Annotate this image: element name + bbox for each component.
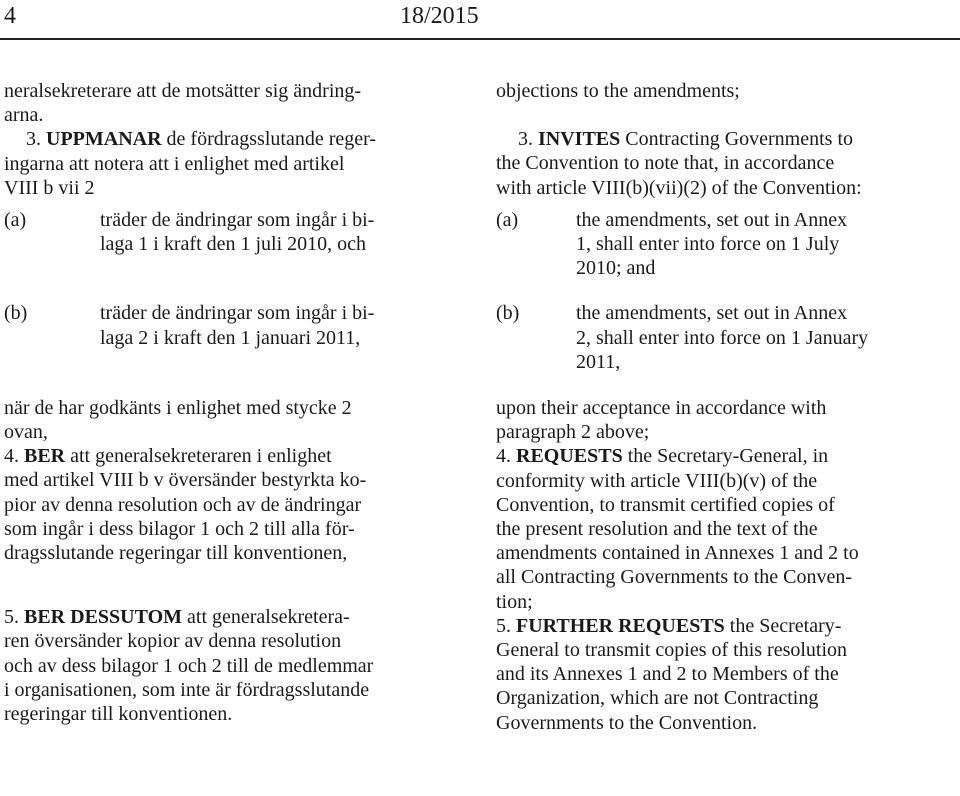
sv-after-items: när de har godkänts i enlighet med stycke 2 ovan, bbox=[4, 396, 352, 444]
en-item-a: (a) the amendments, set out in Annex 1, shall enter into force on 1 July 2010; and bbox=[496, 208, 848, 280]
sv-paragraph-4: 4. BER att generalsekreteraren i enlighet med artikel VIII b v översänder bestyrkta ko- pior av denna resolution och av de ändringar som ingår i dess bilagor 1 och 2 till alla för- dragsslutande regeringar till konventionen, bbox=[4, 445, 367, 565]
issue-number: 18/2015 bbox=[400, 3, 479, 29]
en-p5-number: 5. bbox=[496, 614, 511, 637]
sv-item-a: (a) träder de ändringar som ingår i bi- laga 1 i kraft den 1 juli 2010, och bbox=[4, 209, 375, 256]
en-item-b: (b) the amendments, set out in Annex 2, shall enter into force on 1 January 2011, bbox=[496, 302, 869, 373]
en-paragraph-5: 5. FURTHER REQUESTS the Secretary- General to transmit copies of this resolution and its Annexes 1 and 2 to Members of the Organization, which are not Contracting Governments to the Convention. bbox=[496, 614, 848, 734]
page-number: 4 bbox=[4, 3, 16, 29]
en-item-a-label: (a) bbox=[496, 208, 519, 231]
sv-p4-number: 4. bbox=[4, 445, 19, 468]
en-paragraph-4: 4. REQUESTS the Secretary-General, in conformity with article VIII(b)(v) of the Convention, to transmit certified copies of the present resolution and the text of the amendments contained in Annexes 1 and 2 to all Contracting Governments to the Conven- tion; bbox=[496, 445, 859, 613]
sv-item-a-label: (a) bbox=[4, 209, 27, 232]
sv-intro: neralsekreterare att de motsätter sig ändring- arna. bbox=[4, 80, 362, 127]
sv-item-b-label: (b) bbox=[4, 302, 28, 325]
sv-p3-number: 3. bbox=[26, 128, 41, 151]
en-paragraph-3: 3. INVITES Contracting Governments to the Convention to note that, in accordance with article VIII(b)(vii)(2) of the Convention: bbox=[496, 128, 862, 199]
swedish-column bbox=[4, 79, 476, 726]
sv-p3-heading: UPPMANAR bbox=[46, 128, 162, 151]
en-intro: objections to the amendments; bbox=[496, 80, 740, 102]
sv-p4-heading: BER bbox=[24, 445, 66, 468]
english-column bbox=[496, 79, 958, 735]
header-rule bbox=[0, 38, 960, 40]
sv-p5-number: 5. bbox=[4, 606, 19, 629]
en-p4-heading: REQUESTS bbox=[516, 445, 623, 468]
sv-paragraph-3: 3. UPPMANAR de fördragsslutande reger- ingarna att notera att i enlighet med artikel VIII b vii 2 bbox=[4, 128, 377, 199]
en-p4-number: 4. bbox=[496, 445, 511, 468]
en-after-items: upon their acceptance in accordance with paragraph 2 above; bbox=[496, 397, 827, 444]
en-item-b-label: (b) bbox=[496, 302, 520, 325]
en-p3-heading: INVITES bbox=[538, 128, 621, 151]
sv-p5-heading: BER DESSUTOM bbox=[24, 606, 183, 629]
en-p3-number: 3. bbox=[518, 128, 533, 151]
en-p5-heading: FURTHER REQUESTS bbox=[516, 614, 725, 637]
sv-paragraph-5: 5. BER DESSUTOM att generalsekretera- ren översänder kopior av denna resolution och av dess bilagor 1 och 2 till de medlemmar i organisationen, som inte är fördragsslutande regeringar till konventionen. bbox=[4, 606, 374, 726]
sv-item-b: (b) träder de ändringar som ingår i bi- laga 2 i kraft den 1 januari 2011, bbox=[4, 302, 375, 349]
